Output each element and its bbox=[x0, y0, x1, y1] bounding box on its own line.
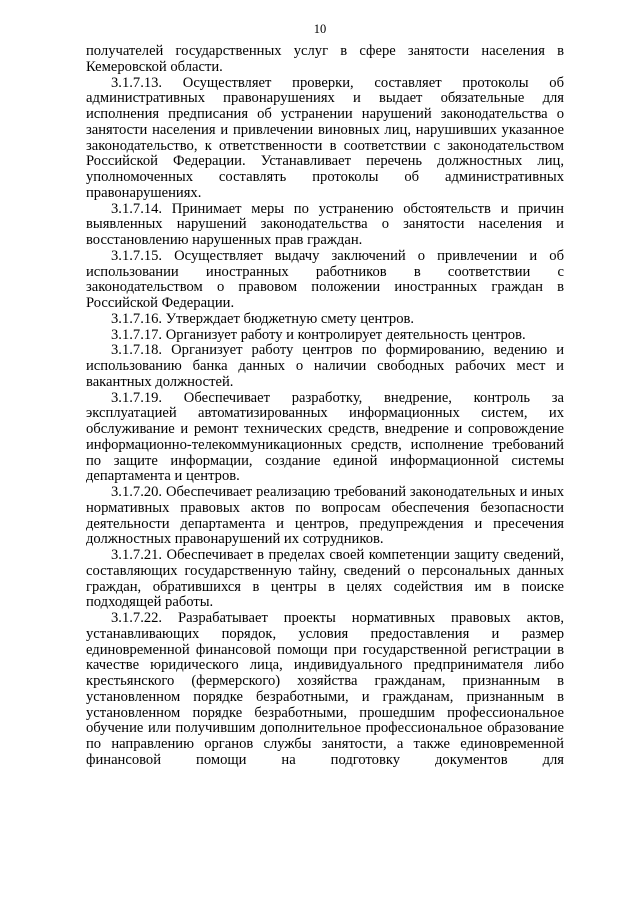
paragraph-3-1-7-19: 3.1.7.19. Обеспечивает разработку, внедрение, контроль за эксплуатацией автоматизированных информационных систем, их обслуживание и ремонт технических средств, внедрение и сопровождение информационно-телекоммуникационных средств, исполнение требований по защите информации, создание единой информационной системы департамента и центров. bbox=[86, 389, 564, 485]
paragraph-3-1-7-20: 3.1.7.20. Обеспечивает реализацию требований законодательных и иных нормативных правовых актов по вопросам обеспечения безопасности деятельности департамента и центров, предупреждения и пресечения должностных правонарушений их сотрудников. bbox=[86, 484, 564, 548]
paragraph-3-1-7-17: 3.1.7.17. Организует работу и контролирует деятельность центров. bbox=[111, 326, 526, 343]
page-number: 10 bbox=[313, 22, 327, 36]
paragraph-3-1-7-15: 3.1.7.15. Осуществляет выдачу заключений о привлечении и об использовании иностранных работников в соответствии с законодательством о правовом положении иностранных граждан в Российской Федерации. bbox=[86, 247, 564, 311]
paragraph-continuation: получателей государственных услуг в сфере занятости населения в Кемеровской области. bbox=[86, 43, 564, 75]
paragraph-3-1-7-14: 3.1.7.14. Принимает меры по устранению обстоятельств и причин выявленных нарушений законодательства о занятости населения и восстановлению нарушенных прав граждан. bbox=[86, 200, 564, 248]
paragraph-3-1-7-18: 3.1.7.18. Организует работу центров по формированию, ведению и использованию банка данных о наличии свободных рабочих мест и вакантных должностей. bbox=[86, 342, 564, 390]
paragraph-3-1-7-13: 3.1.7.13. Осуществляет проверки, составляет протоколы об административных правонарушениях и выдает обязательные для исполнения предписания об устранении нарушений законодательства о занятости населения и привлечении виновных лиц, нарушивших указанное законодательство, к ответственности в соответствии с законодательством Российской Федерации. Устанавливает перечень должностных лиц, уполномоченных составлять протоколы об административных правонарушениях. bbox=[86, 74, 564, 201]
paragraph-3-1-7-21: 3.1.7.21. Обеспечивает в пределах своей компетенции защиту сведений, составляющих государственную тайну, сведений о персональных данных граждан, обратившихся в центры в целях содействия им в поиске подходящей работы. bbox=[86, 547, 564, 611]
paragraph-3-1-7-22: 3.1.7.22. Разрабатывает проекты нормативных правовых актов, устанавливающих порядок, условия предоставления и размер единовременной финансовой помощи при государственной регистрации в качестве юридического лица, индивидуального предпринимателя либо крестьянского (фермерского) хозяйства гражданам, признанным в установленном порядке безработными, и гражданам, признанным в установленном порядке безработными, прошедшим профессиональное обучение или получившим дополнительное профессиональное образование по направлению органов службы занятости, а также единовременной финансовой помощи на подготовку документов для bbox=[86, 610, 564, 768]
paragraph-3-1-7-16: 3.1.7.16. Утверждает бюджетную смету центров. bbox=[111, 310, 415, 327]
document-body bbox=[86, 44, 564, 769]
